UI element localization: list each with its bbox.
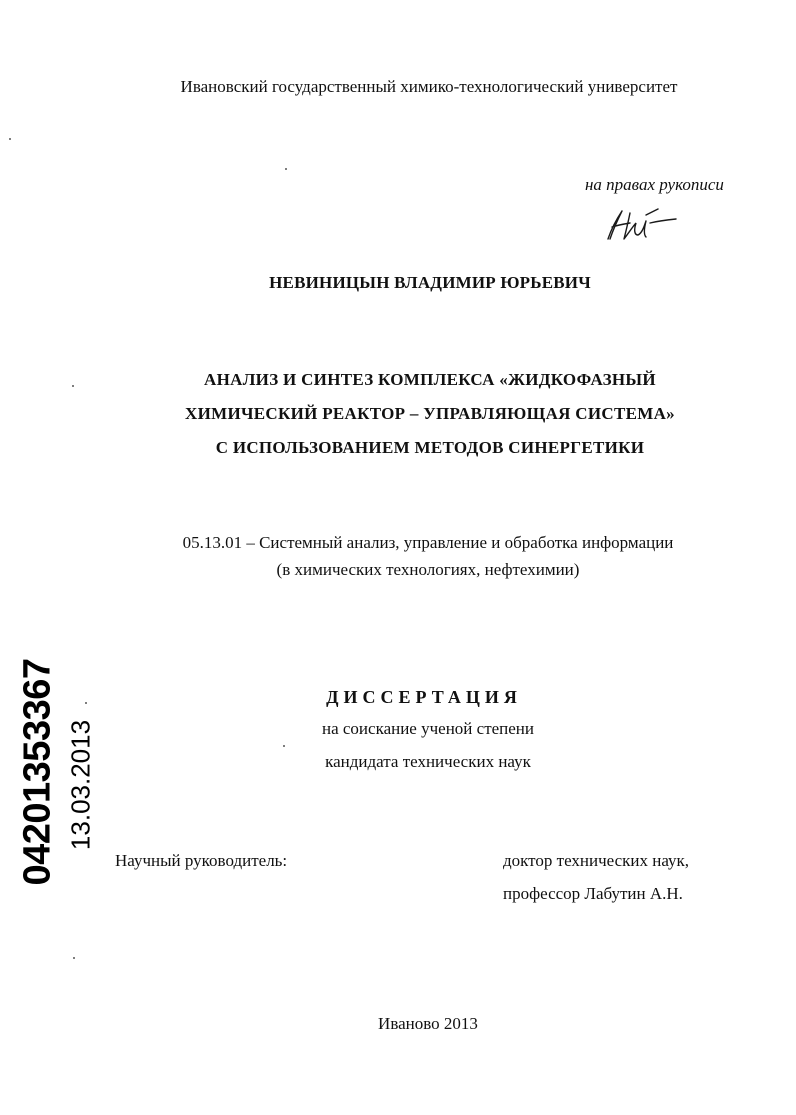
scan-speck [9,138,11,140]
degree-line-1: на соискание ученой степени [321,719,535,738]
supervisor-label: Научный руководитель: [115,851,288,870]
supervisor-name: профессор Лабутин А.Н. [503,884,683,903]
specialty-line-1: 05.13.01 – Системный анализ, управление и обработка информации [182,533,674,552]
scan-speck [283,745,285,747]
handwritten-signature [600,205,680,245]
document-type: ДИССЕРТАЦИЯ [326,687,522,707]
scan-speck [72,385,74,387]
degree-line-2: кандидата технических наук [325,752,531,771]
library-stamp-code: 04201353367 [16,658,59,886]
university-name: Ивановский государственный химико-технологический университет [180,77,678,96]
library-stamp-date: 13.03.2013 [65,719,96,851]
scan-speck [285,168,287,170]
title-line-2: ХИМИЧЕСКИЙ РЕАКТОР – УПРАВЛЯЮЩАЯ СИСТЕМА» [185,404,675,423]
supervisor-title: доктор технических наук, [503,851,690,870]
specialty-line-2: (в химических технологиях, нефтехимии) [276,560,580,579]
scan-speck [85,702,87,704]
scan-speck [73,957,75,959]
author-name: НЕВИНИЦЫН ВЛАДИМИР ЮРЬЕВИЧ [269,273,591,292]
title-line-3: С ИСПОЛЬЗОВАНИЕМ МЕТОДОВ СИНЕРГЕТИКИ [215,438,645,457]
manuscript-note: на правах рукописи [585,175,724,194]
title-line-1: АНАЛИЗ И СИНТЕЗ КОМПЛЕКСА «ЖИДКОФАЗНЫЙ [204,370,656,389]
city-year: Иваново 2013 [378,1014,478,1033]
